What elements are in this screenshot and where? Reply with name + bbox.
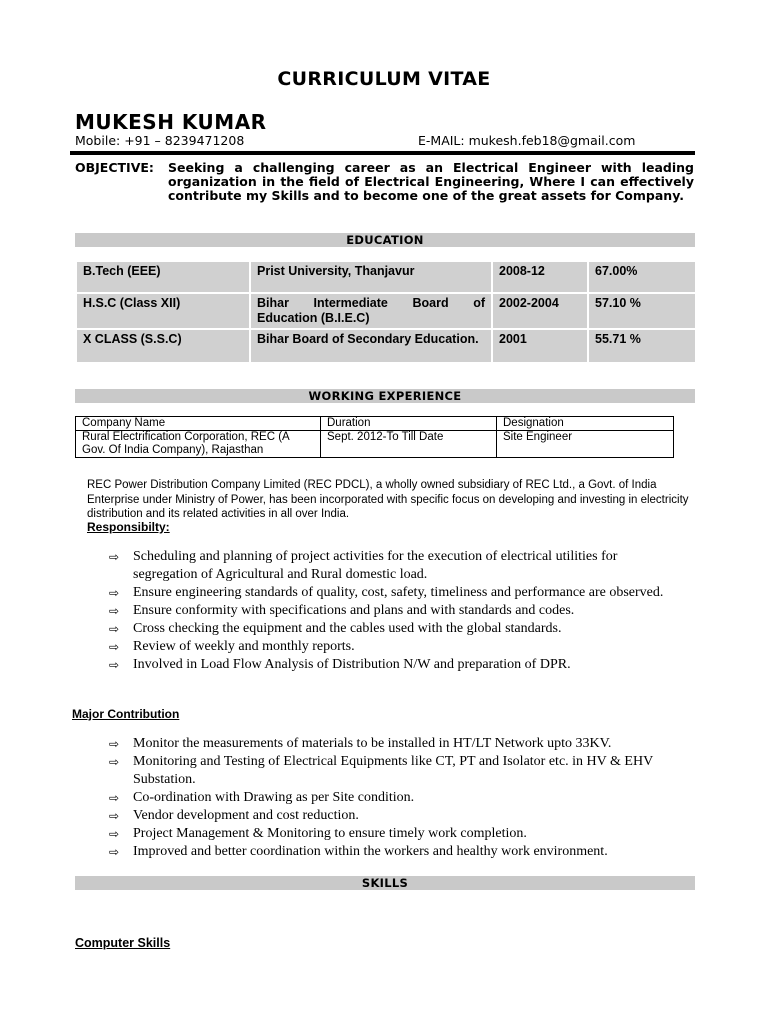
degree-cell: B.Tech (EEE) (77, 262, 249, 292)
institute-cell: Bihar Intermediate Board of Education (B.I.E.C) (251, 294, 491, 328)
responsibility-heading: Responsibilty: (87, 520, 170, 534)
list-item-text: Monitor the measurements of materials to be installed in HT/LT Network upto 33KV. (133, 736, 612, 751)
list-item (109, 735, 689, 753)
arrow-right-icon: ⇨ (109, 658, 120, 672)
table-row (77, 262, 695, 292)
designation-cell: Site Engineer (497, 431, 674, 458)
list-item-text: Ensure engineering standards of quality, cost, safety, timeliness and performance are observed. (133, 585, 664, 600)
experience-heading: WORKING EXPERIENCE (75, 389, 695, 403)
column-header: Duration (321, 417, 497, 431)
arrow-right-icon: ⇨ (109, 550, 120, 564)
list-item-text: Improved and better coordination within the workers and healthy work environment. (133, 844, 608, 859)
company-description: REC Power Distribution Company Limited (REC PDCL), a wholly owned subsidiary of REC Ltd., a Govt. of India Enterprise under Ministry of Power, has been incorporated with specific focus on developing and investing in electricity distribution and its related activities in all over India. (87, 479, 689, 520)
list-item (109, 638, 684, 656)
list-item (109, 602, 684, 620)
objective-label: OBJECTIVE: (75, 160, 154, 175)
list-item-text: Monitoring and Testing of Electrical Equipments like CT, PT and Isolator etc. in HV & EHV Substation. (133, 754, 653, 787)
arrow-right-icon: ⇨ (109, 827, 120, 841)
institute-cell: Bihar Board of Secondary Education. (251, 330, 491, 362)
list-item-text: Vendor development and cost reduction. (133, 808, 359, 823)
objective-text: Seeking a challenging career as an Electrical Engineer with leading organization in the field of Electrical Engineering, Where I can effectively contribute my Skills and to become one of the great assets for Company. (168, 160, 694, 203)
major-contribution-heading: Major Contribution (72, 707, 180, 721)
document-title: CURRICULUM VITAE (277, 68, 491, 90)
education-table (75, 260, 697, 364)
list-item (109, 807, 689, 825)
mobile-number: Mobile: +91 – 8239471208 (75, 133, 245, 148)
table-row (77, 330, 695, 362)
score-cell: 57.10 % (589, 294, 695, 328)
arrow-right-icon: ⇨ (109, 755, 120, 769)
list-item-text: Ensure conformity with specifications and plans and with standards and codes. (133, 603, 575, 618)
score-cell: 67.00% (589, 262, 695, 292)
year-cell: 2008-12 (493, 262, 587, 292)
list-item (109, 584, 684, 602)
duration-cell: Sept. 2012-To Till Date (321, 431, 497, 458)
arrow-right-icon: ⇨ (109, 586, 120, 600)
arrow-right-icon: ⇨ (109, 640, 120, 654)
list-item-text: Co-ordination with Drawing as per Site condition. (133, 790, 415, 805)
institute-cell: Prist University, Thanjavur (251, 262, 491, 292)
experience-table (75, 416, 674, 458)
list-item-text: Review of weekly and monthly reports. (133, 639, 355, 654)
column-header: Company Name (76, 417, 321, 431)
table-row (77, 294, 695, 328)
arrow-right-icon: ⇨ (109, 604, 120, 618)
table-row (76, 431, 674, 458)
year-cell: 2002-2004 (493, 294, 587, 328)
arrow-right-icon: ⇨ (109, 737, 120, 751)
list-item (109, 753, 689, 789)
year-cell: 2001 (493, 330, 587, 362)
responsibility-list (109, 548, 684, 674)
list-item (109, 825, 689, 843)
list-item (109, 843, 689, 861)
candidate-name: MUKESH KUMAR (75, 110, 267, 134)
contribution-list (109, 735, 689, 861)
list-item (109, 656, 684, 674)
list-item-text: Cross checking the equipment and the cables used with the global standards. (133, 621, 562, 636)
score-cell: 55.71 % (589, 330, 695, 362)
list-item (109, 620, 684, 638)
list-item (109, 789, 689, 807)
arrow-right-icon: ⇨ (109, 791, 120, 805)
list-item-text: Involved in Load Flow Analysis of Distribution N/W and preparation of DPR. (133, 657, 571, 672)
degree-cell: X CLASS (S.S.C) (77, 330, 249, 362)
list-item-text: Scheduling and planning of project activities for the execution of electrical utilities for segregation of Agricultural and Rural domestic load. (133, 549, 618, 582)
header-divider (70, 151, 695, 155)
degree-cell: H.S.C (Class XII) (77, 294, 249, 328)
list-item (109, 548, 684, 584)
arrow-right-icon: ⇨ (109, 809, 120, 823)
column-header: Designation (497, 417, 674, 431)
computer-skills-heading: Computer Skills (75, 936, 171, 950)
company-cell: Rural Electrification Corporation, REC (A Gov. Of India Company), Rajasthan (76, 431, 321, 458)
education-heading: EDUCATION (75, 233, 695, 247)
list-item-text: Project Management & Monitoring to ensure timely work completion. (133, 826, 527, 841)
table-header-row (76, 417, 674, 431)
skills-heading: SKILLS (75, 876, 695, 890)
email-address: E-MAIL: mukesh.feb18@gmail.com (418, 133, 636, 148)
arrow-right-icon: ⇨ (109, 622, 120, 636)
arrow-right-icon: ⇨ (109, 845, 120, 859)
